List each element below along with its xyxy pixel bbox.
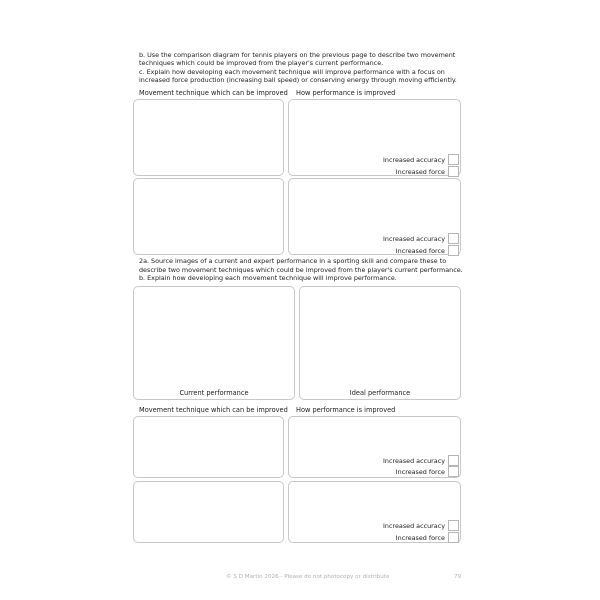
technique-answer-box[interactable] <box>133 99 284 176</box>
increased-force-label: Increased force <box>395 168 445 176</box>
increased-force-checkbox[interactable] <box>448 532 459 543</box>
ideal-performance-caption: Ideal performance <box>349 389 411 397</box>
increased-force-checkbox[interactable] <box>448 166 459 177</box>
increased-force-checkbox[interactable] <box>448 466 459 477</box>
increased-force-label: Increased force <box>395 534 445 542</box>
page-number: 79 <box>454 574 462 580</box>
instruction-2b-line1: b. Explain how developing each movement technique will improve performance. <box>139 274 397 282</box>
increased-force-label: Increased force <box>395 247 445 255</box>
technique-answer-box[interactable] <box>133 178 284 255</box>
technique-answer-box[interactable] <box>133 416 284 478</box>
performance-answer-box[interactable] <box>288 99 461 176</box>
increased-accuracy-checkbox[interactable] <box>448 233 459 244</box>
section1-right-header: How performance is improved <box>296 89 396 97</box>
increased-accuracy-label: Increased accuracy <box>383 156 445 164</box>
instruction-c-line2: increased force production (increasing ball speed) or conserving energy through moving efficiently. <box>139 76 457 84</box>
section2-left-header: Movement technique which can be improved <box>139 406 288 414</box>
ideal-performance-image-box[interactable] <box>299 286 461 400</box>
instruction-b-line1: b. Use the comparison diagram for tennis players on the previous page to describe two movement <box>139 51 456 59</box>
increased-accuracy-checkbox[interactable] <box>448 154 459 165</box>
increased-force-checkbox[interactable] <box>448 245 459 256</box>
instruction-2a-line1: 2a. Source images of a current and expert performance in a sporting skill and compare these to <box>139 257 447 265</box>
increased-accuracy-label: Increased accuracy <box>383 235 445 243</box>
increased-accuracy-checkbox[interactable] <box>448 520 459 531</box>
current-performance-caption: Current performance <box>179 389 249 397</box>
current-performance-image-box[interactable] <box>133 286 295 400</box>
instruction-b-line2: techniques which could be improved from the player's current performance. <box>139 59 384 67</box>
increased-accuracy-checkbox[interactable] <box>448 455 459 466</box>
footer-copyright: © S D Martin 2026 - Please do not photocopy or distribute <box>226 574 390 580</box>
section1-left-header: Movement technique which can be improved <box>139 89 288 97</box>
instruction-c-line1: c. Explain how developing each movement technique will improve performance with a focus on <box>139 68 445 76</box>
instruction-2a-line2: describe two movement techniques which could be improved from the player's current performance. <box>139 266 463 274</box>
technique-answer-box[interactable] <box>133 481 284 543</box>
increased-accuracy-label: Increased accuracy <box>383 522 445 530</box>
increased-accuracy-label: Increased accuracy <box>383 457 445 465</box>
increased-force-label: Increased force <box>395 468 445 476</box>
performance-answer-box[interactable] <box>288 178 461 255</box>
section2-right-header: How performance is improved <box>296 406 396 414</box>
